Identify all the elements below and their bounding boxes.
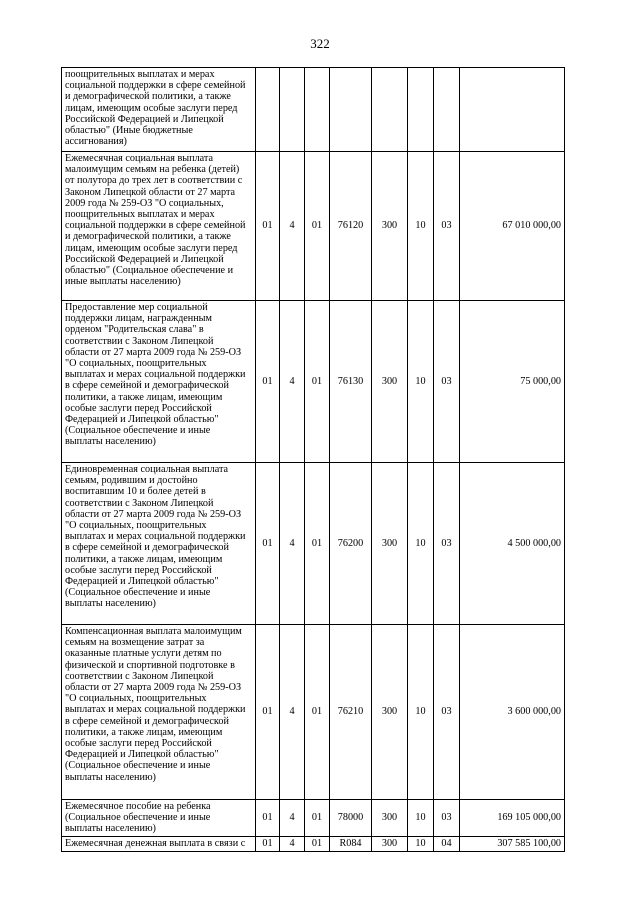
description-line: ассигнования) (65, 136, 127, 148)
description-line: области от 27 марта 2009 года № 259-ОЗ (65, 682, 242, 694)
description-line: политики, а также лицам, имеющим (65, 553, 223, 565)
code-column-2: 4 (280, 837, 305, 852)
section-code: 10 (408, 152, 434, 301)
code-column-1 (256, 68, 280, 152)
code-column-1: 01 (256, 837, 280, 852)
description-line: Ежемесячное пособие на ребенка (65, 801, 211, 812)
section-code: 10 (408, 800, 434, 837)
description-line: Законом Липецкой области от 27 марта (65, 186, 236, 198)
description-line: Российской Федерацией и Липецкой (65, 113, 224, 125)
amount: 307 585 100,00 (460, 837, 565, 852)
description-line: политики, а также лицам, имеющим (65, 391, 223, 403)
expense-type-code: 300 (372, 800, 408, 837)
code-column-2: 4 (280, 625, 305, 800)
description-line: в сфере семейной и демографической (65, 542, 229, 554)
table-row (62, 625, 565, 800)
code-column-2: 4 (280, 152, 305, 301)
description-line: областью" (Иные бюджетные (65, 125, 193, 137)
code-column-1: 01 (256, 625, 280, 800)
row-description (62, 152, 256, 301)
description-line: лицам, имеющим особые заслуги перед (65, 242, 238, 254)
amount: 67 010 000,00 (460, 152, 565, 301)
table-row (62, 301, 565, 463)
target-article-code: 76130 (330, 301, 372, 463)
description-line: 2009 года № 259-ОЗ "О социальных, (65, 197, 224, 209)
page-number: 322 (310, 36, 330, 51)
description-line: выплаты населению) (65, 436, 156, 448)
description-line: (Социальное обеспечение и иные (65, 760, 211, 772)
description-line: соответствии с Законом Липецкой (65, 335, 214, 347)
code-column-2: 4 (280, 800, 305, 837)
table-body (62, 68, 565, 852)
row-description (62, 463, 256, 625)
amount: 4 500 000,00 (460, 463, 565, 625)
code-column-1: 01 (256, 152, 280, 301)
description-line: областью" (Социальное обеспечение и (65, 265, 234, 277)
description-line: Единовременная социальная выплата (65, 464, 229, 475)
description-line: выплатах и мерах социальной поддержки (65, 531, 246, 543)
subsection-code: 04 (434, 837, 460, 852)
description-line: особые заслуги перед Российской (65, 738, 212, 750)
code-column-2: 4 (280, 463, 305, 625)
row-description (62, 800, 256, 837)
subsection-code: 03 (434, 301, 460, 463)
description-line: области от 27 марта 2009 года № 259-ОЗ (65, 346, 242, 358)
description-line: "О социальных, поощрительных (65, 693, 207, 705)
subsection-code (434, 68, 460, 152)
subsection-code: 03 (434, 625, 460, 800)
expense-type-code: 300 (372, 301, 408, 463)
description-line: поощрительных выплатах и мерах (65, 69, 215, 80)
table-row (62, 68, 565, 152)
description-line: выплаты населению) (65, 771, 156, 783)
description-line: семьям на возмещение затрат за (65, 637, 205, 649)
description-line: области от 27 марта 2009 года № 259-ОЗ (65, 508, 242, 520)
description-line: Федерацией и Липецкой областью" (65, 576, 219, 588)
description-line: соответствии с Законом Липецкой (65, 670, 214, 682)
amount: 75 000,00 (460, 301, 565, 463)
description-line: Федерацией и Липецкой областью" (65, 414, 219, 426)
target-article-code: 76120 (330, 152, 372, 301)
table-row (62, 800, 565, 837)
code-column-3: 01 (305, 800, 330, 837)
description-line: поддержки лицам, награжденным (65, 313, 212, 325)
code-column-3: 01 (305, 152, 330, 301)
description-line: Компенсационная выплата малоимущим (65, 626, 242, 637)
description-line: в сфере семейной и демографической (65, 380, 229, 392)
code-column-3: 01 (305, 625, 330, 800)
description-line: выплаты населению) (65, 823, 156, 835)
expense-type-code: 300 (372, 152, 408, 301)
description-line: "О социальных, поощрительных (65, 358, 207, 370)
description-line: (Социальное обеспечение и иные (65, 812, 211, 824)
target-article-code: 76200 (330, 463, 372, 625)
description-line: (Социальное обеспечение и иные (65, 587, 211, 599)
description-line: и демографической политики, а также (65, 231, 231, 243)
table-row (62, 152, 565, 301)
section-code: 10 (408, 625, 434, 800)
expense-type-code (372, 68, 408, 152)
description-line: соответствии с Законом Липецкой (65, 497, 214, 509)
subsection-code: 03 (434, 463, 460, 625)
description-line: выплатах и мерах социальной поддержки (65, 704, 246, 716)
row-description (62, 301, 256, 463)
table-row (62, 837, 565, 852)
section-code: 10 (408, 301, 434, 463)
code-column-3 (305, 68, 330, 152)
description-line: (Социальное обеспечение и иные (65, 425, 211, 437)
section-code (408, 68, 434, 152)
target-article-code: R084 (330, 837, 372, 852)
amount: 169 105 000,00 (460, 800, 565, 837)
description-line: в сфере семейной и демографической (65, 715, 229, 727)
description-line: социальной поддержки в сфере семейной (65, 80, 246, 92)
description-line: Федерацией и Липецкой областью" (65, 749, 219, 761)
section-code: 10 (408, 463, 434, 625)
code-column-1: 01 (256, 463, 280, 625)
code-column-3: 01 (305, 301, 330, 463)
code-column-3: 01 (305, 837, 330, 852)
budget-table (61, 67, 565, 852)
description-line: воспитавшим 10 и более детей в (65, 486, 206, 498)
row-description (62, 625, 256, 800)
subsection-code: 03 (434, 152, 460, 301)
amount (460, 68, 565, 152)
code-column-3: 01 (305, 463, 330, 625)
row-description (62, 68, 256, 152)
target-article-code (330, 68, 372, 152)
amount: 3 600 000,00 (460, 625, 565, 800)
description-line: поощрительных выплатах и мерах (65, 209, 215, 221)
code-column-2: 4 (280, 301, 305, 463)
expense-type-code: 300 (372, 463, 408, 625)
row-description (62, 837, 256, 852)
description-line: особые заслуги перед Российской (65, 402, 212, 414)
description-line: Российской Федерацией и Липецкой (65, 253, 224, 265)
description-line: Ежемесячная денежная выплата в связи с (65, 838, 246, 849)
description-line: выплаты населению) (65, 598, 156, 610)
description-line: Предоставление мер социальной (65, 302, 208, 313)
code-column-1: 01 (256, 800, 280, 837)
expense-type-code: 300 (372, 837, 408, 852)
subsection-code: 03 (434, 800, 460, 837)
description-line: физической и спортивной подготовке в (65, 659, 235, 671)
description-line: от полутора до трех лет в соответствии с (65, 175, 243, 187)
description-line: оказанные платные услуги детям по (65, 648, 222, 660)
description-line: Ежемесячная социальная выплата (65, 153, 214, 164)
description-line: лицам, имеющим особые заслуги перед (65, 102, 238, 114)
description-line: социальной поддержки в сфере семейной (65, 220, 246, 232)
description-line: и демографической политики, а также (65, 91, 231, 103)
description-line: особые заслуги перед Российской (65, 564, 212, 576)
description-line: семьям, родившим и достойно (65, 475, 198, 487)
description-line: иные выплаты населению) (65, 276, 181, 288)
table-row (62, 463, 565, 625)
section-code: 10 (408, 837, 434, 852)
description-line: орденом "Родительская слава" в (65, 324, 204, 336)
code-column-2 (280, 68, 305, 152)
description-line: малоимущим семьям на ребенка (детей) (65, 164, 240, 176)
description-line: выплатах и мерах социальной поддержки (65, 369, 246, 381)
description-line: "О социальных, поощрительных (65, 520, 207, 532)
target-article-code: 78000 (330, 800, 372, 837)
target-article-code: 76210 (330, 625, 372, 800)
expense-type-code: 300 (372, 625, 408, 800)
code-column-1: 01 (256, 301, 280, 463)
description-line: политики, а также лицам, имеющим (65, 726, 223, 738)
